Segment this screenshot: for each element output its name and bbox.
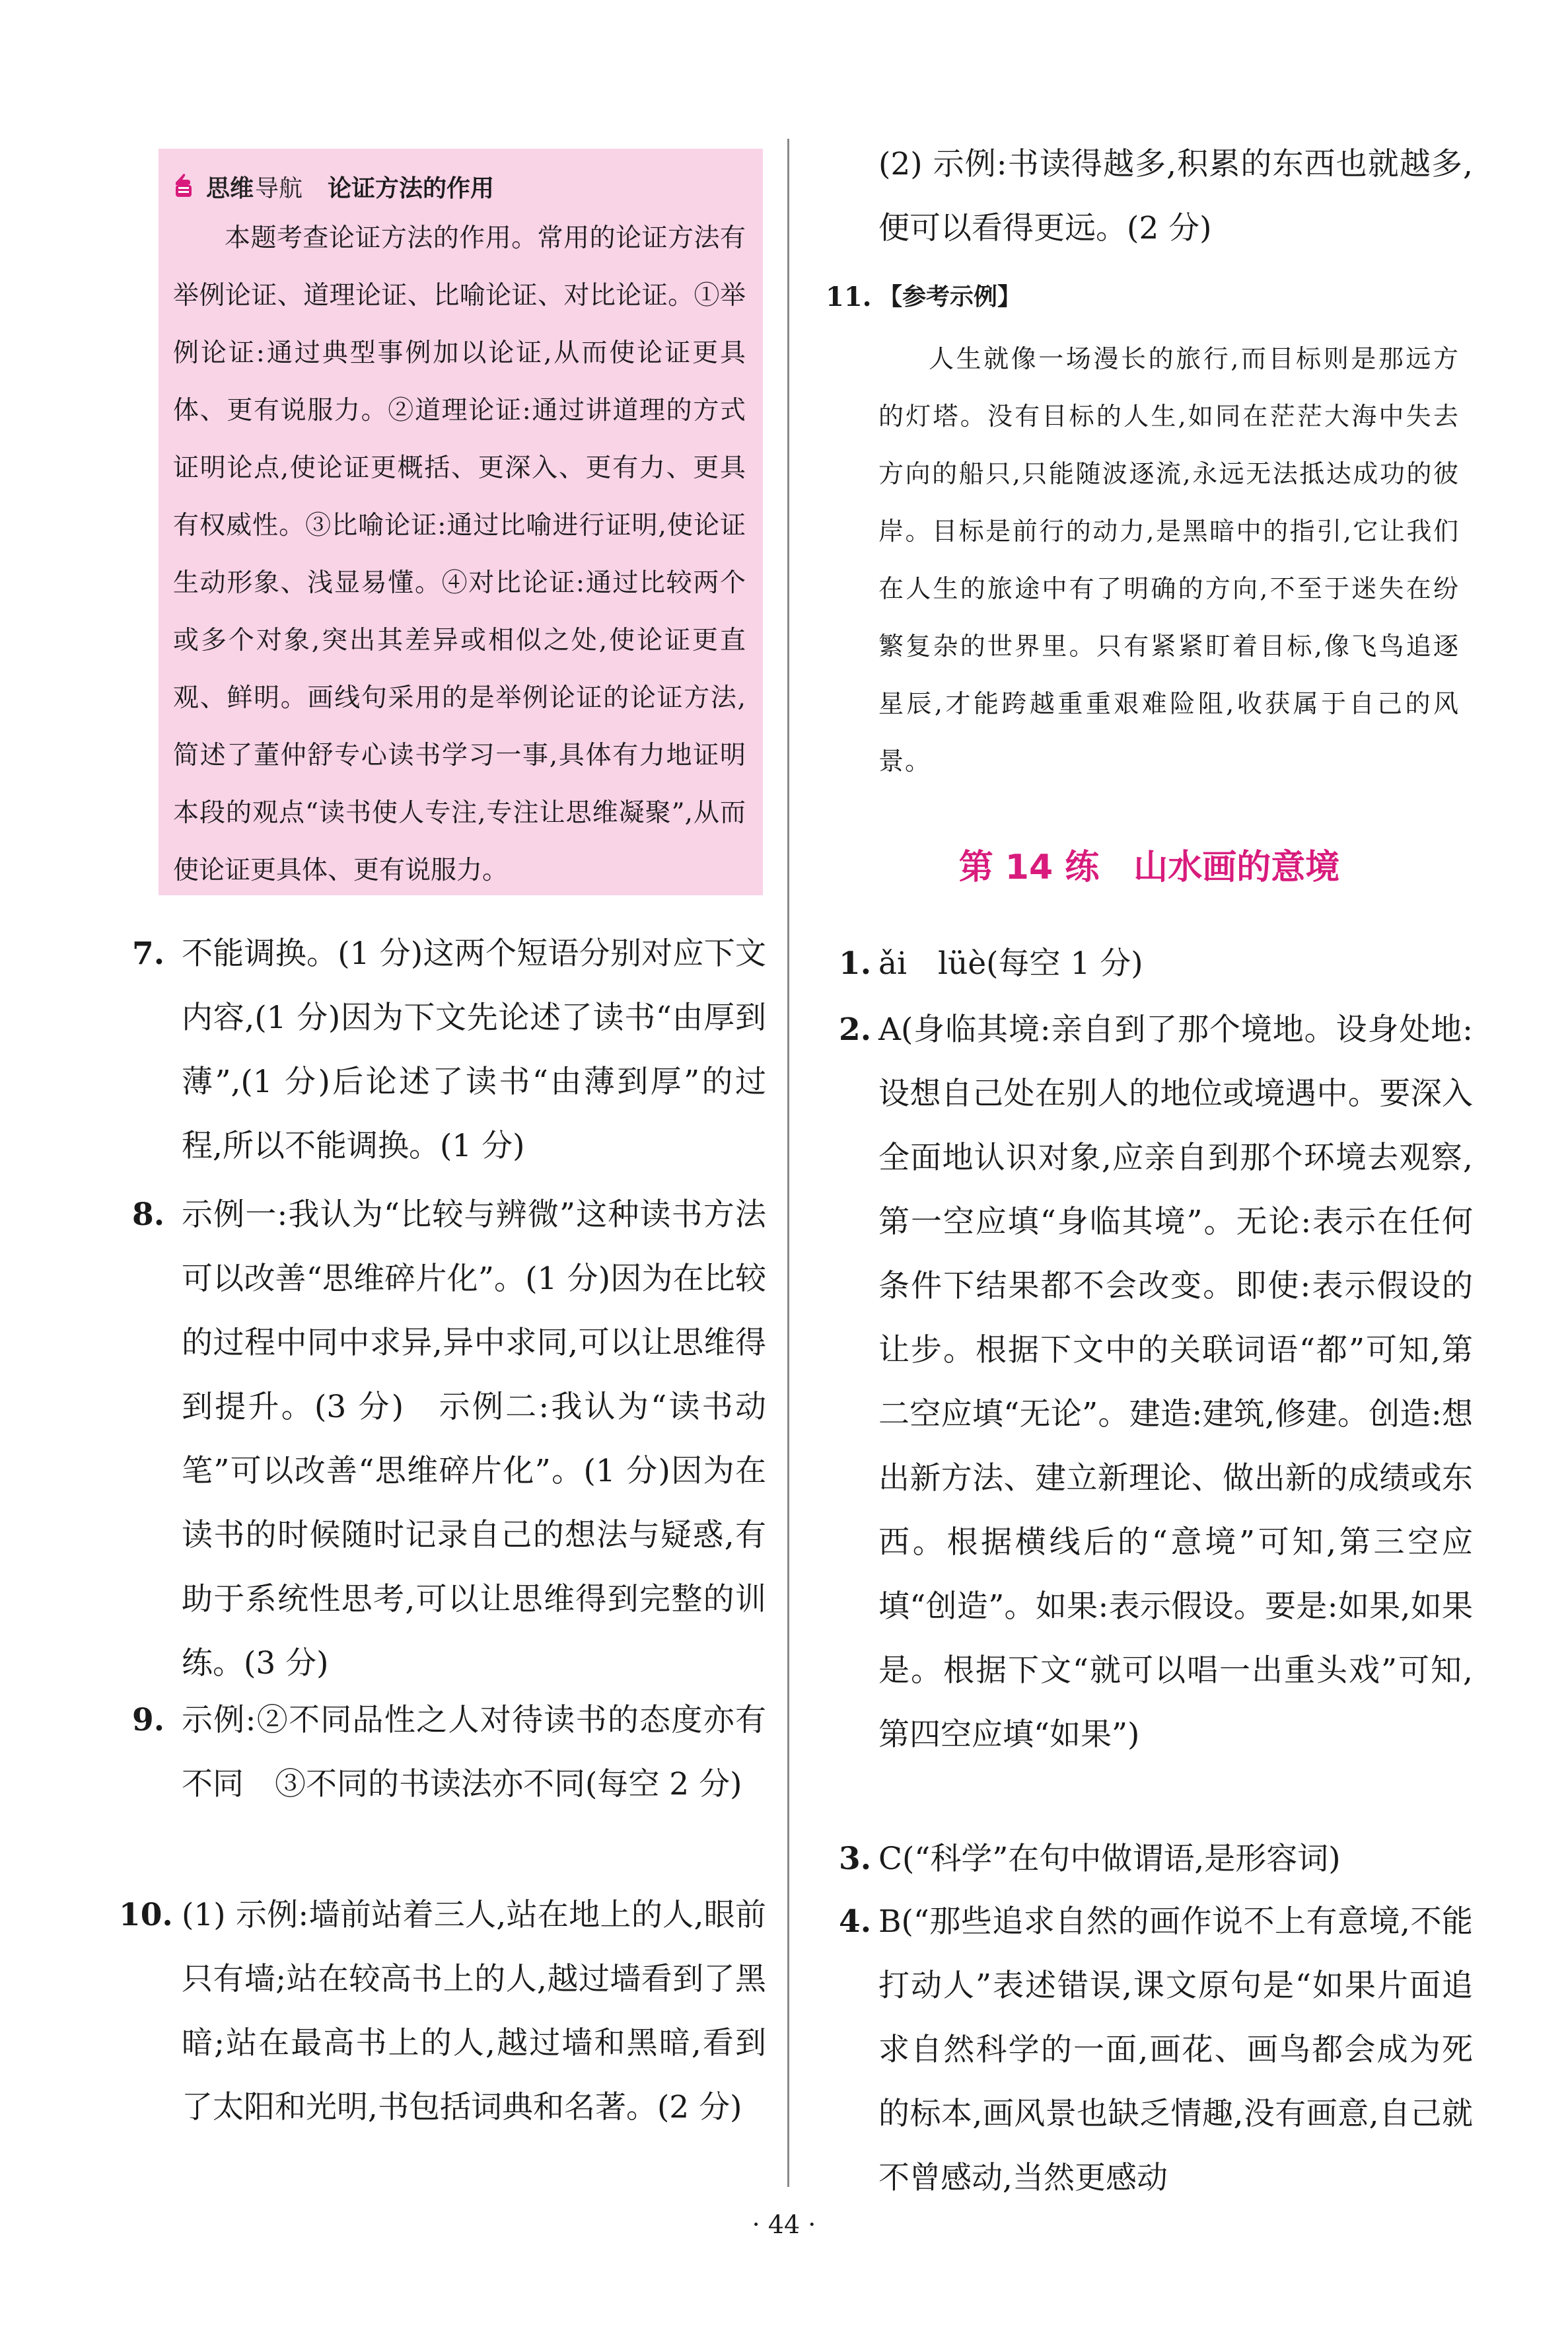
answer-text: (2) 示例:书读得越多,积累的东西也就越多,便可以看得更远。(2 分) <box>878 146 1473 246</box>
tip-body-text: 本题考查论证方法的作用。常用的论证方法有举例论证、道理论证、比喻论证、对比论证。①举例论证:通过典型事例加以论证,从而使论证更具体、更有说服力。②道理论证:通过讲道理的方式证明论点,使论证更概括、更深入、更有力、更具有权威性。③比喻论证:通过比喻进行证明,使论证生动形象、浅显易懂。④对比论证:通过比较两个或多个对象,突出其差异或相似之处,使论证更直观、鲜明。画线句采用的是举例论证的论证方法,简述了董仲舒专心读书学习一事,具体有力地证明本段的观点“读书使人专注,专注让思维凝聚”,从而使论证更具体、更有说服力。 <box>173 223 746 885</box>
answer-text: (1) 示例:墙前站着三人,站在地上的人,眼前只有墙;站在较高书上的人,越过墙看到了黑暗;站在最高书上的人,越过墙和黑暗,看到了太阳和光明,书包括词典和名著。(2 分) <box>182 1897 766 2125</box>
answer-7 <box>119 922 766 1178</box>
answer-text: 不能调换。(1 分)这两个短语分别对应下文内容,(1 分)因为下文先论述了读书“由厚到薄”,(1 分)后论述了读书“由薄到厚”的过程,所以不能调换。(1 分) <box>182 936 766 1164</box>
sample-essay-text: 人生就像一场漫长的旅行,而目标则是那远方的灯塔。没有目标的人生,如同在茫茫大海中失去方向的船只,只能随波逐流,永远无法抵达成功的彼岸。目标是前行的动力,是黑暗中的指引,它让我们在人生的旅途中有了明确的方向,不至于迷失在纷繁复杂的世界里。只有紧紧盯着目标,像飞鸟追逐星辰,才能跨越重重艰难险阻,收获属于自己的风景。 <box>878 344 1460 776</box>
pointing-hand-icon <box>173 172 202 201</box>
tip-header <box>173 163 746 209</box>
answer-8 <box>119 1183 766 1695</box>
answer-number: 4. <box>839 1903 872 1940</box>
tip-label-nav: 导航 <box>255 174 303 202</box>
sample-essay <box>878 330 1460 790</box>
answer-text: 示例一:我认为“比较与辨微”这种读书方法可以改善“思维碎片化”。(1 分)因为在比较的过程中同中求异,异中求同,可以让思维得到提升。(3 分) 示例二:我认为“读书动笔”可以改善“思维碎片化”。(1 分)因为在读书的时候随时记录自己的想法与疑惑,有助于系统性思考,可以让思维得到完整的训练。(3 分) <box>182 1197 766 1681</box>
answer-r2 <box>826 998 1473 1767</box>
answer-text: C(“科学”在句中做谓语,是形容词) <box>878 1841 1341 1877</box>
section-title: 第 14 练 山水画的意境 <box>958 848 1340 887</box>
answer-10-part2 <box>826 132 1473 260</box>
answer-r3 <box>826 1827 1473 1891</box>
answer-number: 1. <box>839 945 872 982</box>
answer-text: A(身临其境:亲自到了那个境地。设身处地:设想自己处在别人的地位或境遇中。要深入全面地认识对象,应亲自到那个环境去观察,第一空应填“身临其境”。无论:表示在任何条件下结果都不会改变。即使:表示假设的让步。根据下文中的关联词语“都”可知,第二空应填“无论”。建造:建筑,修建。创造:想出新方法、建立新理论、做出新的成绩或东西。根据横线后的“意境”可知,第三空应填“创造”。如果:表示假设。要是:如果,如果是。根据下文“就可以唱一出重头戏”可知,第四空应填“如果”) <box>878 1012 1473 1753</box>
answer-text: B(“那些追求自然的画作说不上有意境,不能打动人”表述错误,课文原句是“如果片面追求自然科学的一面,画花、画鸟都会成为死的标本,画风景也缺乏情趣,没有画意,自己就不曾感动,当然更感动 <box>878 1903 1473 2196</box>
answer-number: 8. <box>132 1197 165 1233</box>
tip-box <box>159 149 763 895</box>
page-number: · 44 · <box>752 2210 816 2239</box>
answer-r4 <box>826 1890 1473 2210</box>
tip-title: 论证方法的作用 <box>328 174 495 202</box>
answer-text: ǎi lüè(每空 1 分) <box>878 945 1143 982</box>
answer-10 <box>119 1883 766 2139</box>
answer-number: 3. <box>839 1841 872 1877</box>
answer-9 <box>119 1688 766 1816</box>
answer-r1 <box>826 932 1473 996</box>
tip-body <box>173 209 746 899</box>
answer-number: 10. <box>119 1897 173 1933</box>
reference-label: 【参考示例】 <box>878 283 1022 311</box>
answer-number: 7. <box>132 936 165 972</box>
answer-number: 11. <box>826 281 872 313</box>
tip-label-think: 思维 <box>206 174 254 202</box>
answer-number: 9. <box>132 1702 165 1738</box>
answer-text: 示例:②不同品性之人对待读书的态度亦有不同 ③不同的书读法亦不同(每空 2 分) <box>182 1702 766 1802</box>
column-divider <box>787 139 789 2187</box>
answer-number: 2. <box>839 1012 872 1048</box>
